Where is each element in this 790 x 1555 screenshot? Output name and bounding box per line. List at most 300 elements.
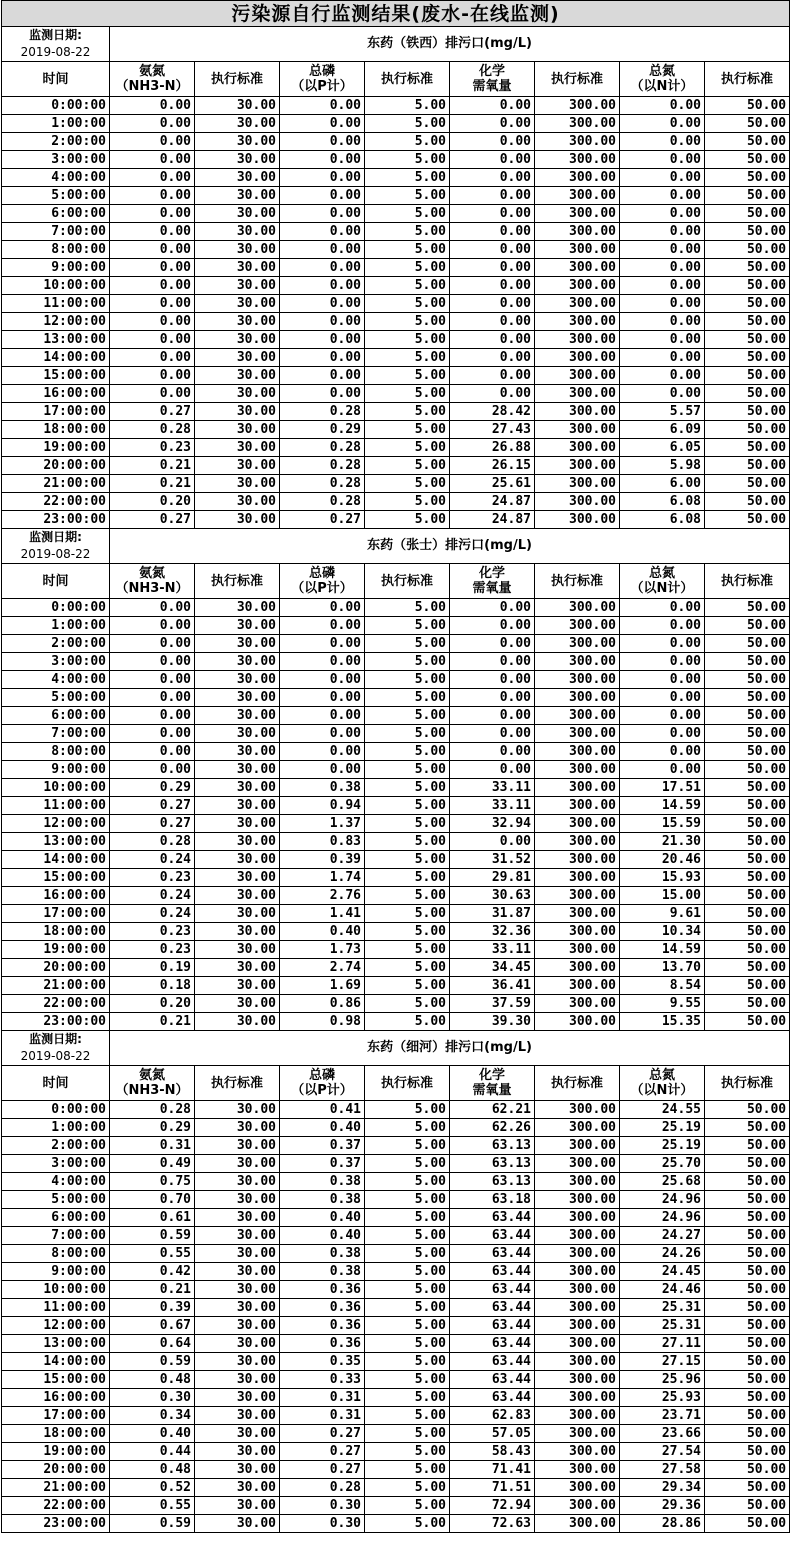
monitoring-results-table	[1, 0, 790, 1533]
cell-cod: 63.44	[450, 1263, 535, 1281]
cell-phosphorus: 0.00	[280, 277, 365, 295]
header-time	[2, 564, 110, 599]
cell-ammonia-standard: 30.00	[195, 1137, 280, 1155]
cell-ammonia-standard: 30.00	[195, 205, 280, 223]
cell-ammonia: 0.55	[110, 1497, 195, 1515]
cell-ammonia-standard: 30.00	[195, 1407, 280, 1425]
cell-phosphorus: 0.00	[280, 725, 365, 743]
cell-time: 14:00:00	[2, 349, 110, 367]
cell-nitrogen: 0.00	[620, 707, 705, 725]
header-text-line: 化学	[478, 64, 505, 79]
cell-nitrogen-standard: 50.00	[705, 599, 790, 617]
cell-ammonia-standard: 30.00	[195, 277, 280, 295]
header-text-line: （以N计）	[630, 581, 694, 596]
cell-nitrogen-standard: 50.00	[705, 349, 790, 367]
cell-cod-standard: 300.00	[535, 1155, 620, 1173]
cell-time: 3:00:00	[2, 1155, 110, 1173]
cell-phosphorus: 0.27	[280, 511, 365, 529]
cell-cod-standard: 300.00	[535, 1479, 620, 1497]
header-text-line: 执行标准	[550, 71, 603, 87]
cell-phosphorus-standard: 5.00	[365, 1335, 450, 1353]
cell-nitrogen-standard: 50.00	[705, 457, 790, 475]
cell-ammonia-standard: 30.00	[195, 115, 280, 133]
cell-cod: 71.41	[450, 1461, 535, 1479]
cell-nitrogen: 15.59	[620, 815, 705, 833]
table-row	[2, 1515, 790, 1533]
monitoring-date-cell	[2, 529, 110, 564]
cell-nitrogen-standard: 50.00	[705, 905, 790, 923]
cell-nitrogen: 0.00	[620, 115, 705, 133]
cell-time: 17:00:00	[2, 403, 110, 421]
cell-ammonia: 0.00	[110, 349, 195, 367]
cell-cod-standard: 300.00	[535, 295, 620, 313]
cell-nitrogen-standard: 50.00	[705, 1245, 790, 1263]
cell-cod: 0.00	[450, 761, 535, 779]
cell-nitrogen-standard: 50.00	[705, 1209, 790, 1227]
cell-nitrogen-standard: 50.00	[705, 1353, 790, 1371]
cell-ammonia: 0.29	[110, 779, 195, 797]
header-text-line: 执行标准	[210, 573, 263, 589]
cell-nitrogen: 5.57	[620, 403, 705, 421]
cell-phosphorus: 0.36	[280, 1317, 365, 1335]
cell-phosphorus-standard: 5.00	[365, 941, 450, 959]
cell-phosphorus: 0.00	[280, 743, 365, 761]
cell-phosphorus: 0.28	[280, 457, 365, 475]
cell-nitrogen: 15.35	[620, 1013, 705, 1031]
cell-nitrogen: 24.46	[620, 1281, 705, 1299]
cell-nitrogen-standard: 50.00	[705, 241, 790, 259]
column-header-row	[2, 62, 790, 97]
cell-ammonia-standard: 30.00	[195, 1371, 280, 1389]
cell-ammonia: 0.48	[110, 1371, 195, 1389]
cell-cod: 71.51	[450, 1479, 535, 1497]
table-row	[2, 259, 790, 277]
cell-phosphorus-standard: 5.00	[365, 385, 450, 403]
cell-phosphorus-standard: 5.00	[365, 797, 450, 815]
header-text-line: （以N计）	[630, 1083, 694, 1098]
cell-phosphorus-standard: 5.00	[365, 761, 450, 779]
cell-phosphorus: 0.00	[280, 223, 365, 241]
cell-ammonia: 0.21	[110, 1281, 195, 1299]
cell-phosphorus-standard: 5.00	[365, 1191, 450, 1209]
cell-ammonia: 0.21	[110, 475, 195, 493]
table-row	[2, 995, 790, 1013]
cell-nitrogen: 25.19	[620, 1119, 705, 1137]
table-row	[2, 689, 790, 707]
cell-phosphorus-standard: 5.00	[365, 1389, 450, 1407]
table-row	[2, 725, 790, 743]
cell-time: 10:00:00	[2, 779, 110, 797]
header-text-line: 执行标准	[380, 1075, 433, 1091]
cell-cod-standard: 300.00	[535, 779, 620, 797]
cell-phosphorus: 0.31	[280, 1407, 365, 1425]
cell-nitrogen: 15.00	[620, 887, 705, 905]
cell-ammonia: 0.00	[110, 743, 195, 761]
table-row	[2, 1227, 790, 1245]
header-standard	[535, 62, 620, 97]
cell-ammonia: 0.39	[110, 1299, 195, 1317]
cell-ammonia: 0.00	[110, 761, 195, 779]
cell-cod-standard: 300.00	[535, 367, 620, 385]
cell-nitrogen: 0.00	[620, 743, 705, 761]
cell-ammonia: 0.00	[110, 223, 195, 241]
cell-nitrogen-standard: 50.00	[705, 887, 790, 905]
cell-cod: 0.00	[450, 599, 535, 617]
cell-cod: 25.61	[450, 475, 535, 493]
cell-phosphorus-standard: 5.00	[365, 599, 450, 617]
cell-cod: 0.00	[450, 635, 535, 653]
cell-phosphorus: 0.27	[280, 1425, 365, 1443]
cell-time: 2:00:00	[2, 133, 110, 151]
cell-nitrogen: 29.34	[620, 1479, 705, 1497]
cell-nitrogen-standard: 50.00	[705, 331, 790, 349]
monitoring-date-value: 2019-08-22	[20, 1049, 91, 1063]
cell-cod: 24.87	[450, 511, 535, 529]
header-text-line: 总磷	[308, 1068, 335, 1083]
header-ammonia	[110, 62, 195, 97]
cell-phosphorus: 0.28	[280, 439, 365, 457]
cell-cod-standard: 300.00	[535, 97, 620, 115]
cell-ammonia: 0.00	[110, 97, 195, 115]
cell-cod: 26.88	[450, 439, 535, 457]
cell-cod-standard: 300.00	[535, 169, 620, 187]
cell-nitrogen: 23.71	[620, 1407, 705, 1425]
table-row	[2, 671, 790, 689]
cell-cod: 24.87	[450, 493, 535, 511]
table-row	[2, 313, 790, 331]
cell-phosphorus-standard: 5.00	[365, 421, 450, 439]
table-row	[2, 1407, 790, 1425]
cell-phosphorus: 0.38	[280, 1191, 365, 1209]
table-row	[2, 887, 790, 905]
cell-ammonia-standard: 30.00	[195, 241, 280, 259]
cell-ammonia-standard: 30.00	[195, 1461, 280, 1479]
cell-phosphorus-standard: 5.00	[365, 133, 450, 151]
cell-ammonia-standard: 30.00	[195, 1245, 280, 1263]
cell-cod-standard: 300.00	[535, 941, 620, 959]
cell-cod: 63.44	[450, 1353, 535, 1371]
cell-nitrogen: 6.08	[620, 511, 705, 529]
cell-nitrogen-standard: 50.00	[705, 689, 790, 707]
table-row	[2, 187, 790, 205]
cell-ammonia: 0.00	[110, 115, 195, 133]
cell-nitrogen: 0.00	[620, 187, 705, 205]
table-row	[2, 959, 790, 977]
cell-phosphorus: 0.29	[280, 421, 365, 439]
cell-phosphorus-standard: 5.00	[365, 457, 450, 475]
cell-nitrogen-standard: 50.00	[705, 133, 790, 151]
cell-ammonia-standard: 30.00	[195, 869, 280, 887]
cell-ammonia: 0.00	[110, 313, 195, 331]
cell-ammonia: 0.00	[110, 151, 195, 169]
cell-nitrogen-standard: 50.00	[705, 1407, 790, 1425]
cell-phosphorus: 0.27	[280, 1461, 365, 1479]
cell-cod-standard: 300.00	[535, 1101, 620, 1119]
cell-time: 8:00:00	[2, 1245, 110, 1263]
cell-ammonia-standard: 30.00	[195, 187, 280, 205]
cell-cod-standard: 300.00	[535, 653, 620, 671]
cell-nitrogen-standard: 50.00	[705, 1371, 790, 1389]
cell-ammonia-standard: 30.00	[195, 1013, 280, 1031]
cell-cod: 34.45	[450, 959, 535, 977]
cell-phosphorus-standard: 5.00	[365, 97, 450, 115]
cell-nitrogen-standard: 50.00	[705, 1461, 790, 1479]
cell-nitrogen-standard: 50.00	[705, 223, 790, 241]
cell-time: 5:00:00	[2, 1191, 110, 1209]
cell-phosphorus: 0.28	[280, 1479, 365, 1497]
cell-nitrogen-standard: 50.00	[705, 259, 790, 277]
cell-phosphorus: 0.00	[280, 707, 365, 725]
cell-ammonia-standard: 30.00	[195, 1101, 280, 1119]
cell-cod-standard: 300.00	[535, 151, 620, 169]
cell-ammonia: 0.49	[110, 1155, 195, 1173]
cell-nitrogen: 24.55	[620, 1101, 705, 1119]
cell-time: 7:00:00	[2, 1227, 110, 1245]
monitoring-date-cell	[2, 1031, 110, 1066]
cell-ammonia-standard: 30.00	[195, 1155, 280, 1173]
cell-phosphorus: 0.00	[280, 151, 365, 169]
cell-nitrogen: 0.00	[620, 671, 705, 689]
cell-phosphorus-standard: 5.00	[365, 725, 450, 743]
cell-time: 15:00:00	[2, 1371, 110, 1389]
cell-cod-standard: 300.00	[535, 617, 620, 635]
cell-cod: 63.44	[450, 1245, 535, 1263]
cell-nitrogen: 27.15	[620, 1353, 705, 1371]
cell-phosphorus: 0.30	[280, 1515, 365, 1533]
cell-cod: 63.13	[450, 1155, 535, 1173]
cell-ammonia: 0.24	[110, 851, 195, 869]
cell-ammonia: 0.48	[110, 1461, 195, 1479]
cell-cod: 31.52	[450, 851, 535, 869]
cell-ammonia: 0.00	[110, 671, 195, 689]
cell-ammonia: 0.00	[110, 599, 195, 617]
cell-nitrogen-standard: 50.00	[705, 1389, 790, 1407]
header-text-line: 时间	[42, 573, 69, 589]
table-row	[2, 977, 790, 995]
cell-cod: 0.00	[450, 187, 535, 205]
cell-cod: 0.00	[450, 241, 535, 259]
cell-nitrogen-standard: 50.00	[705, 421, 790, 439]
cell-nitrogen: 25.31	[620, 1317, 705, 1335]
cell-ammonia: 0.23	[110, 869, 195, 887]
cell-phosphorus-standard: 5.00	[365, 1155, 450, 1173]
table-row	[2, 457, 790, 475]
cell-nitrogen-standard: 50.00	[705, 1497, 790, 1515]
table-row	[2, 295, 790, 313]
cell-phosphorus-standard: 5.00	[365, 1101, 450, 1119]
cell-cod-standard: 300.00	[535, 1425, 620, 1443]
cell-ammonia-standard: 30.00	[195, 151, 280, 169]
cell-ammonia: 0.00	[110, 295, 195, 313]
cell-nitrogen: 0.00	[620, 97, 705, 115]
cell-phosphorus: 2.76	[280, 887, 365, 905]
outlet-name: 东药（细河）排污口(mg/L)	[110, 1031, 790, 1066]
header-standard	[705, 1066, 790, 1101]
cell-nitrogen: 23.66	[620, 1425, 705, 1443]
column-header-row	[2, 564, 790, 599]
header-standard	[195, 62, 280, 97]
cell-ammonia: 0.00	[110, 367, 195, 385]
cell-nitrogen-standard: 50.00	[705, 187, 790, 205]
cell-ammonia-standard: 30.00	[195, 599, 280, 617]
cell-time: 11:00:00	[2, 797, 110, 815]
cell-ammonia-standard: 30.00	[195, 1191, 280, 1209]
cell-time: 14:00:00	[2, 851, 110, 869]
cell-ammonia-standard: 30.00	[195, 1173, 280, 1191]
cell-ammonia-standard: 30.00	[195, 815, 280, 833]
cell-nitrogen: 5.98	[620, 457, 705, 475]
cell-nitrogen: 0.00	[620, 653, 705, 671]
cell-phosphorus-standard: 5.00	[365, 439, 450, 457]
cell-ammonia: 0.00	[110, 689, 195, 707]
cell-cod-standard: 300.00	[535, 707, 620, 725]
cell-nitrogen: 24.96	[620, 1191, 705, 1209]
cell-phosphorus-standard: 5.00	[365, 1461, 450, 1479]
table-row	[2, 1155, 790, 1173]
header-text-line: （以P计）	[291, 79, 353, 94]
header-standard	[535, 564, 620, 599]
cell-phosphorus-standard: 5.00	[365, 223, 450, 241]
cell-ammonia-standard: 30.00	[195, 223, 280, 241]
cell-cod: 0.00	[450, 133, 535, 151]
cell-nitrogen-standard: 50.00	[705, 1299, 790, 1317]
cell-phosphorus: 0.00	[280, 205, 365, 223]
outlet-name: 东药（铁西）排污口(mg/L)	[110, 27, 790, 62]
cell-time: 6:00:00	[2, 205, 110, 223]
table-row	[2, 1101, 790, 1119]
table-row	[2, 1443, 790, 1461]
cell-nitrogen: 0.00	[620, 725, 705, 743]
cell-nitrogen-standard: 50.00	[705, 1119, 790, 1137]
cell-ammonia-standard: 30.00	[195, 1479, 280, 1497]
cell-nitrogen-standard: 50.00	[705, 1443, 790, 1461]
monitoring-date-label: 监测日期:	[29, 530, 82, 544]
cell-phosphorus-standard: 5.00	[365, 1299, 450, 1317]
cell-ammonia-standard: 30.00	[195, 439, 280, 457]
header-text-line: 氨氮	[138, 64, 165, 79]
cell-ammonia-standard: 30.00	[195, 1263, 280, 1281]
cell-time: 3:00:00	[2, 151, 110, 169]
cell-cod-standard: 300.00	[535, 1461, 620, 1479]
cell-ammonia: 0.40	[110, 1425, 195, 1443]
cell-cod-standard: 300.00	[535, 635, 620, 653]
cell-ammonia-standard: 30.00	[195, 941, 280, 959]
cell-nitrogen: 0.00	[620, 205, 705, 223]
cell-phosphorus: 0.30	[280, 1497, 365, 1515]
header-phosphorus	[280, 1066, 365, 1101]
cell-cod: 62.21	[450, 1101, 535, 1119]
cell-cod-standard: 300.00	[535, 887, 620, 905]
cell-cod-standard: 300.00	[535, 133, 620, 151]
cell-nitrogen: 25.70	[620, 1155, 705, 1173]
table-row	[2, 1425, 790, 1443]
cell-cod-standard: 300.00	[535, 1013, 620, 1031]
cell-ammonia: 0.00	[110, 187, 195, 205]
cell-phosphorus: 0.98	[280, 1013, 365, 1031]
cell-cod: 28.42	[450, 403, 535, 421]
cell-time: 8:00:00	[2, 743, 110, 761]
cell-cod-standard: 300.00	[535, 869, 620, 887]
header-cod	[450, 1066, 535, 1101]
cell-cod-standard: 300.00	[535, 1515, 620, 1533]
cell-nitrogen-standard: 50.00	[705, 313, 790, 331]
table-row	[2, 349, 790, 367]
cell-nitrogen: 25.96	[620, 1371, 705, 1389]
cell-cod-standard: 300.00	[535, 187, 620, 205]
cell-nitrogen-standard: 50.00	[705, 511, 790, 529]
cell-phosphorus: 0.37	[280, 1155, 365, 1173]
cell-nitrogen: 0.00	[620, 617, 705, 635]
cell-ammonia-standard: 30.00	[195, 1389, 280, 1407]
cell-phosphorus: 0.38	[280, 1263, 365, 1281]
cell-cod-standard: 300.00	[535, 797, 620, 815]
cell-nitrogen: 6.09	[620, 421, 705, 439]
header-text-line: 执行标准	[380, 573, 433, 589]
cell-cod: 30.63	[450, 887, 535, 905]
cell-phosphorus-standard: 5.00	[365, 493, 450, 511]
cell-time: 2:00:00	[2, 1137, 110, 1155]
cell-phosphorus-standard: 5.00	[365, 977, 450, 995]
cell-cod: 63.44	[450, 1371, 535, 1389]
cell-ammonia: 0.00	[110, 259, 195, 277]
cell-phosphorus-standard: 5.00	[365, 887, 450, 905]
cell-phosphorus: 0.28	[280, 493, 365, 511]
cell-ammonia: 0.23	[110, 439, 195, 457]
cell-time: 9:00:00	[2, 761, 110, 779]
header-ammonia	[110, 1066, 195, 1101]
header-text-line: 时间	[42, 71, 69, 87]
table-row	[2, 151, 790, 169]
cell-phosphorus-standard: 5.00	[365, 1317, 450, 1335]
cell-ammonia: 0.00	[110, 133, 195, 151]
cell-phosphorus-standard: 5.00	[365, 169, 450, 187]
cell-nitrogen: 24.96	[620, 1209, 705, 1227]
cell-nitrogen-standard: 50.00	[705, 833, 790, 851]
header-text-line: 总磷	[308, 566, 335, 581]
cell-phosphorus: 2.74	[280, 959, 365, 977]
cell-time: 11:00:00	[2, 295, 110, 313]
cell-phosphorus: 0.00	[280, 169, 365, 187]
cell-phosphorus: 0.41	[280, 1101, 365, 1119]
cell-nitrogen: 0.00	[620, 599, 705, 617]
cell-nitrogen: 0.00	[620, 133, 705, 151]
cell-cod-standard: 300.00	[535, 815, 620, 833]
table-row	[2, 653, 790, 671]
cell-phosphorus-standard: 5.00	[365, 995, 450, 1013]
table-row	[2, 97, 790, 115]
cell-cod: 0.00	[450, 707, 535, 725]
cell-time: 22:00:00	[2, 995, 110, 1013]
cell-phosphorus-standard: 5.00	[365, 1425, 450, 1443]
cell-nitrogen: 27.11	[620, 1335, 705, 1353]
cell-time: 4:00:00	[2, 671, 110, 689]
cell-phosphorus: 0.00	[280, 617, 365, 635]
cell-phosphorus: 0.36	[280, 1335, 365, 1353]
cell-ammonia-standard: 30.00	[195, 653, 280, 671]
cell-time: 23:00:00	[2, 1013, 110, 1031]
cell-ammonia-standard: 30.00	[195, 457, 280, 475]
table-row	[2, 421, 790, 439]
header-text-line: 化学	[478, 1068, 505, 1083]
cell-ammonia-standard: 30.00	[195, 1515, 280, 1533]
cell-phosphorus: 0.40	[280, 1227, 365, 1245]
cell-phosphorus-standard: 5.00	[365, 367, 450, 385]
cell-cod: 0.00	[450, 671, 535, 689]
cell-ammonia: 0.00	[110, 707, 195, 725]
header-text-line: 化学	[478, 566, 505, 581]
cell-cod: 0.00	[450, 223, 535, 241]
cell-nitrogen-standard: 50.00	[705, 367, 790, 385]
